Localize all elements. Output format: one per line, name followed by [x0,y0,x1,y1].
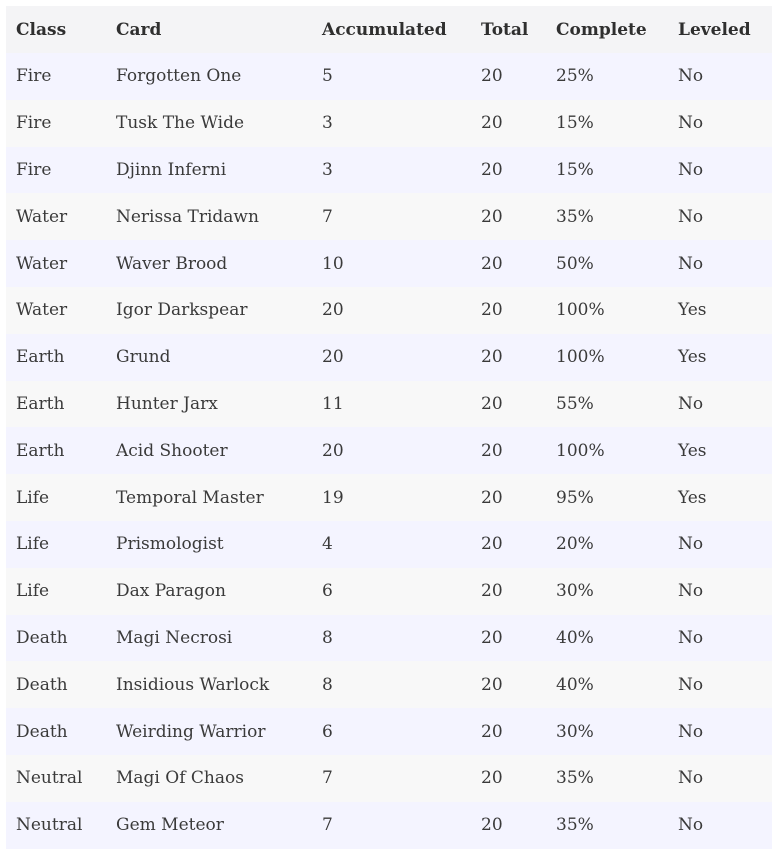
cell-complete: 15% [556,113,594,134]
cell-card: Tusk The Wide [116,113,245,134]
cell-complete: 100% [556,440,605,461]
table-row [6,521,772,568]
cell-complete: 20% [556,534,594,555]
card-progress-table [6,6,772,849]
cell-accumulated: 20 [322,347,344,368]
cell-class: Life [16,487,50,508]
cell-total: 20 [481,253,503,274]
cell-card: Insidious Warlock [116,674,270,695]
cell-leveled: No [678,768,704,789]
header-accumulated: Accumulated [322,19,447,40]
cell-card: Waver Brood [116,253,228,274]
cell-leveled: No [678,206,704,227]
cell-card: Igor Darkspear [116,300,248,321]
table-header [6,6,772,53]
cell-leveled: Yes [678,300,707,321]
cell-class: Life [16,581,50,602]
cell-total: 20 [481,66,503,87]
table-body [6,53,772,849]
cell-class: Neutral [16,768,83,789]
table-row [6,53,772,100]
cell-total: 20 [481,347,503,368]
cell-accumulated: 4 [322,534,333,555]
cell-accumulated: 3 [322,159,333,180]
cell-leveled: No [678,113,704,134]
cell-leveled: No [678,253,704,274]
header-card: Card [116,19,162,40]
table-row [6,755,772,802]
cell-card: Magi Of Chaos [116,768,244,789]
cell-card: Nerissa Tridawn [116,206,259,227]
table-row [6,427,772,474]
cell-leveled: No [678,815,704,836]
cell-total: 20 [481,113,503,134]
cell-total: 20 [481,487,503,508]
cell-card: Magi Necrosi [116,627,233,648]
cell-accumulated: 7 [322,768,333,789]
cell-total: 20 [481,815,503,836]
cell-complete: 35% [556,206,594,227]
cell-total: 20 [481,206,503,227]
cell-card: Prismologist [116,534,224,555]
cell-class: Water [16,206,68,227]
cell-leveled: No [678,66,704,87]
table-row [6,568,772,615]
cell-leveled: Yes [678,347,707,368]
table-row [6,287,772,334]
cell-complete: 35% [556,768,594,789]
cell-class: Life [16,534,50,555]
cell-complete: 35% [556,815,594,836]
cell-complete: 100% [556,300,605,321]
cell-leveled: No [678,627,704,648]
cell-leveled: Yes [678,440,707,461]
cell-card: Dax Paragon [116,581,226,602]
cell-total: 20 [481,581,503,602]
cell-accumulated: 19 [322,487,344,508]
cell-complete: 40% [556,627,594,648]
cell-class: Water [16,300,68,321]
table-row [6,474,772,521]
table-row [6,147,772,194]
header-complete: Complete [556,19,647,40]
cell-class: Death [16,627,68,648]
cell-total: 20 [481,393,503,414]
header-class: Class [16,19,67,40]
cell-class: Fire [16,66,52,87]
table-row [6,615,772,662]
cell-accumulated: 7 [322,206,333,227]
cell-accumulated: 20 [322,440,344,461]
cell-class: Fire [16,113,52,134]
table-row [6,802,772,849]
cell-card: Forgotten One [116,66,242,87]
cell-complete: 55% [556,393,594,414]
cell-complete: 95% [556,487,594,508]
table-row [6,381,772,428]
cell-total: 20 [481,534,503,555]
cell-card: Grund [116,347,171,368]
cell-total: 20 [481,674,503,695]
header-total: Total [481,19,529,40]
cell-complete: 30% [556,721,594,742]
table-row [6,193,772,240]
cell-accumulated: 8 [322,674,333,695]
cell-accumulated: 8 [322,627,333,648]
cell-leveled: No [678,534,704,555]
cell-accumulated: 11 [322,393,344,414]
cell-leveled: No [678,674,704,695]
cell-complete: 100% [556,347,605,368]
cell-total: 20 [481,768,503,789]
table-row [6,661,772,708]
cell-leveled: Yes [678,487,707,508]
cell-accumulated: 5 [322,66,333,87]
cell-accumulated: 6 [322,581,333,602]
table-row [6,100,772,147]
cell-card: Temporal Master [116,487,264,508]
cell-leveled: No [678,393,704,414]
cell-total: 20 [481,721,503,742]
cell-complete: 15% [556,159,594,180]
cell-accumulated: 7 [322,815,333,836]
cell-card: Gem Meteor [116,815,224,836]
cell-total: 20 [481,440,503,461]
cell-accumulated: 3 [322,113,333,134]
cell-card: Acid Shooter [116,440,228,461]
cell-class: Earth [16,347,65,368]
cell-leveled: No [678,721,704,742]
cell-leveled: No [678,159,704,180]
cell-complete: 40% [556,674,594,695]
cell-total: 20 [481,627,503,648]
header-leveled: Leveled [678,19,751,40]
cell-class: Earth [16,440,65,461]
header-row [6,6,772,53]
cell-card: Hunter Jarx [116,393,218,414]
cell-class: Death [16,721,68,742]
table-row [6,334,772,381]
cell-accumulated: 10 [322,253,344,274]
cell-class: Water [16,253,68,274]
cell-class: Neutral [16,815,83,836]
table-row [6,240,772,287]
cell-total: 20 [481,159,503,180]
cell-complete: 50% [556,253,594,274]
cell-accumulated: 20 [322,300,344,321]
cell-complete: 25% [556,66,594,87]
cell-complete: 30% [556,581,594,602]
cell-accumulated: 6 [322,721,333,742]
table-row [6,708,772,755]
cell-class: Earth [16,393,65,414]
cell-card: Weirding Warrior [116,721,266,742]
cell-class: Fire [16,159,52,180]
cell-total: 20 [481,300,503,321]
cell-card: Djinn Inferni [116,159,227,180]
cell-leveled: No [678,581,704,602]
cell-class: Death [16,674,68,695]
